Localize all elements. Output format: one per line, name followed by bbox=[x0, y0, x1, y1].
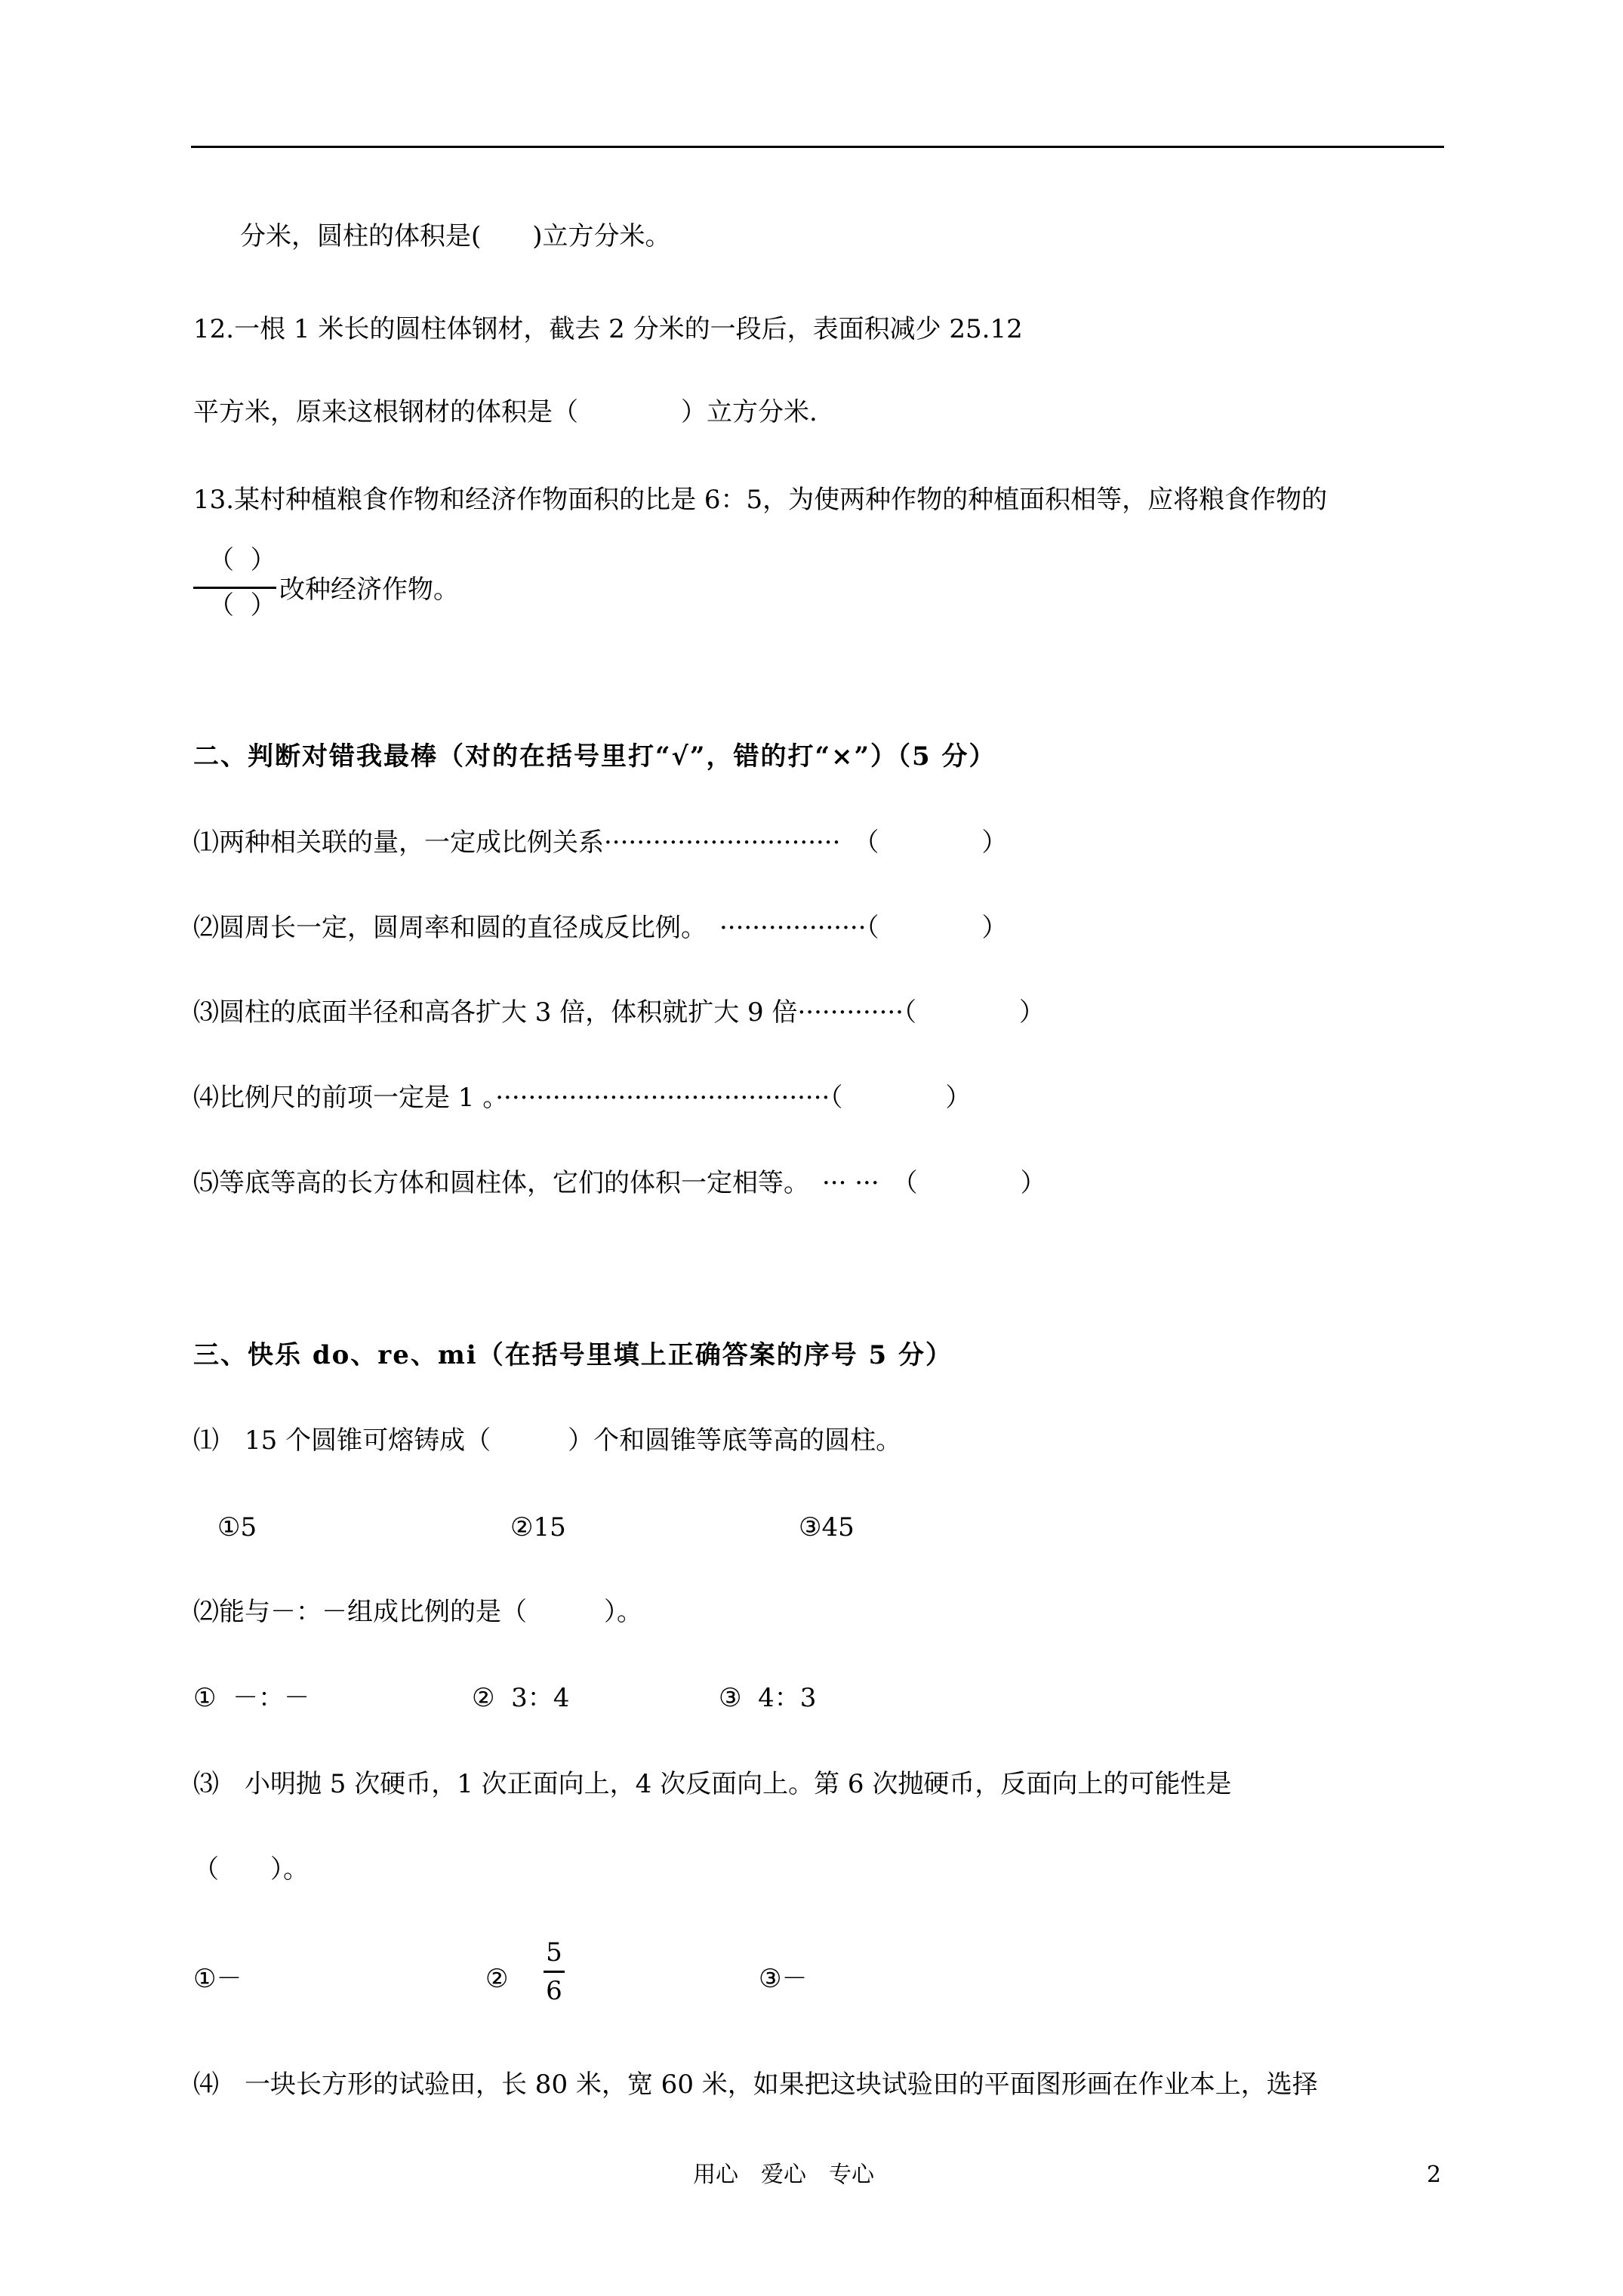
judgement-item-1: ⑴两种相关联的量，一定成比例关系····························· （ ） bbox=[193, 827, 1008, 858]
choice-q3: ⑶ 小明抛 5 次硬币，1 次正面向上，4 次反面向上。第 6 次抛硬币，反面向上的可能性是 bbox=[193, 1769, 1232, 1799]
header-rule bbox=[191, 146, 1444, 148]
fraction-denominator: （ ） bbox=[208, 590, 276, 621]
choice-q2-option-2: ② 3：4 bbox=[472, 1683, 570, 1713]
fraction-denominator: 6 bbox=[546, 1976, 562, 2006]
judgement-item-4: ⑷比例尺的前项一定是 1 。·········································（ ） bbox=[193, 1083, 972, 1113]
fraction-bar bbox=[193, 587, 276, 589]
section3-heading: 三、快乐 do、re、mi（在括号里填上正确答案的序号 5 分） bbox=[193, 1340, 953, 1370]
fraction-numerator: （ ） bbox=[208, 545, 276, 575]
choice-q1-option-3: ③45 bbox=[799, 1512, 855, 1542]
fraction-bar bbox=[544, 1971, 565, 1973]
choice-q3-option-1: ①－ bbox=[193, 1964, 242, 1994]
fraction-blank bbox=[193, 545, 276, 621]
choice-q3-option-2: ② bbox=[485, 1964, 509, 1994]
judgement-item-2: ⑵圆周长一定，圆周率和圆的直径成反比例。 ··················（ ） bbox=[193, 913, 1008, 943]
line-q13: 13.某村种植粮食作物和经济作物面积的比是 6：5，为使两种作物的种植面积相等，应将粮食作物的 bbox=[193, 485, 1328, 515]
page-number: 2 bbox=[1427, 2162, 1442, 2188]
section2-heading: 二、判断对错我最棒（对的在括号里打“√”，错的打“×”）（5 分） bbox=[193, 741, 996, 772]
line-q13-continued: 改种经济作物。 bbox=[279, 575, 459, 605]
fraction-numerator: 5 bbox=[546, 1937, 562, 1968]
choice-q1-option-1: ①5 bbox=[217, 1512, 257, 1542]
judgement-item-5: ⑸等底等高的长方体和圆柱体，它们的体积一定相等。 ··· ··· （ ） bbox=[193, 1168, 1046, 1198]
choice-q2-option-1: ① －：－ bbox=[193, 1683, 310, 1713]
line-q11-continued: 分米，圆柱的体积是( )立方分米。 bbox=[240, 221, 671, 251]
choice-q1-option-2: ②15 bbox=[510, 1512, 566, 1542]
judgement-item-3: ⑶圆柱的底面半径和高各扩大 3 倍，体积就扩大 9 倍·············（ ） bbox=[193, 997, 1045, 1028]
line-q12: 12.一根 1 米长的圆柱体钢材，截去 2 分米的一段后，表面积减少 25.12 bbox=[193, 314, 1023, 344]
footer-motto: 用心 爱心 专心 bbox=[693, 2162, 874, 2188]
choice-q4: ⑷ 一块长方形的试验田，长 80 米，宽 60 米，如果把这块试验田的平面图形画在作业本上，选择 bbox=[193, 2069, 1318, 2100]
choice-q3-option-3: ③－ bbox=[759, 1964, 808, 1994]
choice-q3-blank: （ ）。 bbox=[193, 1854, 309, 1885]
choice-q3-option-2-fraction bbox=[539, 1937, 569, 2013]
choice-q2-option-3: ③ 4：3 bbox=[719, 1683, 817, 1713]
line-q12-continued: 平方米，原来这根钢材的体积是（ ）立方分米. bbox=[193, 397, 818, 427]
choice-q2: ⑵能与－：－组成比例的是（ ）。 bbox=[193, 1597, 642, 1627]
choice-q1: ⑴ 15 个圆锥可熔铸成（ ）个和圆锥等底等高的圆柱。 bbox=[193, 1425, 902, 1456]
